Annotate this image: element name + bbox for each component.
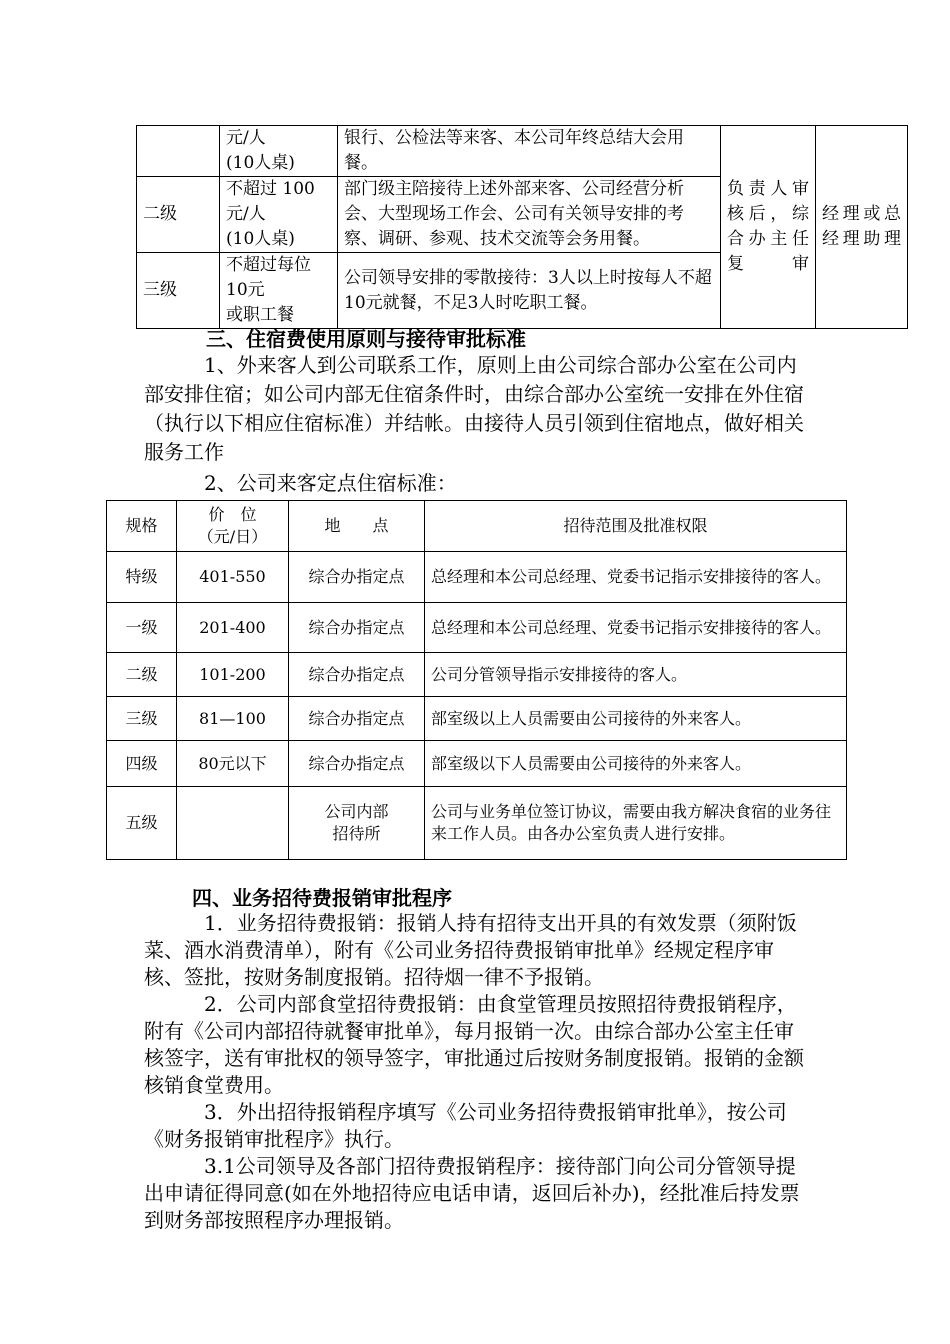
scope-cell: 部室级以上人员需要由公司接待的外来客人。 [425,697,847,741]
price-cell [177,787,289,860]
desc-cell: 公司领导安排的零散接待：3人以上时按每人不超10元就餐，不足3人时吃职工餐。 [338,253,721,329]
table-row [107,697,847,741]
table-row [107,787,847,860]
spec-cell: 二级 [107,653,177,697]
paragraph: 1．业务招待费报销：报销人持有招待支出开具的有效发票（须附饭菜、酒水消费清单），附有《公司业务招待费报销审批单》经规定程序审核、签批，按财务制度报销。招待烟一律不予报销。 [144,911,797,989]
table-row [137,126,908,177]
place-cell: 公司内部 招待所 [289,787,425,860]
place-cell: 综合办指定点 [289,653,425,697]
level-cell: 三级 [137,253,220,329]
scope-cell: 公司与业务单位签订协议，需要由我方解决食宿的业务往来工作人员。由各办公室负责人进行安排。 [425,787,847,860]
table-row [107,741,847,787]
header-cell: 地 点 [289,501,425,552]
paragraph: 3.1公司领导及各部门招待费报销程序：接待部门向公司分管领导提出申请征得同意(如在外地招待应电话申请，返回后补办)，经批准后持发票到财务部按照程序办理报销。 [144,1154,800,1232]
price-cell: 不超过每位10元 或职工餐 [220,253,338,329]
level-cell [137,126,220,177]
paragraph: 2．公司内部食堂招待费报销：由食堂管理员按照招待费报销程序，附有《公司内部招待就餐审批单》，每月报销一次。由综合部办公室主任审核签字，送有审批权的领导签字，审批通过后按财务制度报销。报销的金额核销食堂费用。 [144,992,804,1097]
spec-cell: 四级 [107,741,177,787]
price-cell: 81—100 [177,697,289,741]
paragraph: 3．外出招待报销程序填写《公司业务招待费报销审批单》，按公司《财务报销审批程序》执行。 [144,1100,787,1151]
desc-cell: 部门级主陪接待上述外部来客、公司经营分析会、大型现场工作会、公司有关领导安排的考察、调研、参观、技术交流等会务用餐。 [338,177,721,253]
spec-cell: 特级 [107,552,177,603]
paragraph: 2、公司来客定点住宿标准： [204,471,457,495]
spec-cell: 一级 [107,603,177,653]
scope-cell: 总经理和本公司总经理、党委书记指示安排接待的客人。 [425,603,847,653]
price-cell: 401-550 [177,552,289,603]
spec-cell: 三级 [107,697,177,741]
price-cell: 80元以下 [177,741,289,787]
section-heading: 三、住宿费使用原则与接待审批标准 [206,327,526,351]
desc-cell: 银行、公检法等来客、本公司年终总结大会用餐。 [338,126,721,177]
table-row [107,653,847,697]
place-cell: 综合办指定点 [289,697,425,741]
price-cell: 201-400 [177,603,289,653]
price-cell: 不超过 100元/人 (10人桌) [220,177,338,253]
place-cell: 综合办指定点 [289,741,425,787]
scope-cell: 公司分管领导指示安排接待的客人。 [425,653,847,697]
place-cell: 综合办指定点 [289,603,425,653]
meal-standard-table [136,125,908,329]
spec-cell: 五级 [107,787,177,860]
header-cell: 价 位 （元/日） [177,501,289,552]
level-cell: 二级 [137,177,220,253]
table-header-row [107,501,847,552]
table-row [107,603,847,653]
price-cell: 元/人 (10人桌) [220,126,338,177]
header-cell: 招待范围及批准权限 [425,501,847,552]
place-cell: 综合办指定点 [289,552,425,603]
header-cell: 规格 [107,501,177,552]
scope-cell: 总经理和本公司总经理、党委书记指示安排接待的客人。 [425,552,847,603]
lodging-standard-table [106,500,847,860]
section-heading: 四、业务招待费报销审批程序 [192,886,452,910]
table-row [107,552,847,603]
price-cell: 101-200 [177,653,289,697]
approve-cell: 负责人审核后，综合办主任复审 [721,126,816,329]
final-approve-cell: 经理或总经理助理 [816,126,908,329]
scope-cell: 部室级以下人员需要由公司接待的外来客人。 [425,741,847,787]
paragraph: 1、外来客人到公司联系工作，原则上由公司综合部办公室在公司内部安排住宿；如公司内部无住宿条件时，由综合部办公室统一安排在外住宿（执行以下相应住宿标准）并结帐。由接待人员引领到住宿地点，做好相关服务工作 [144,353,804,464]
